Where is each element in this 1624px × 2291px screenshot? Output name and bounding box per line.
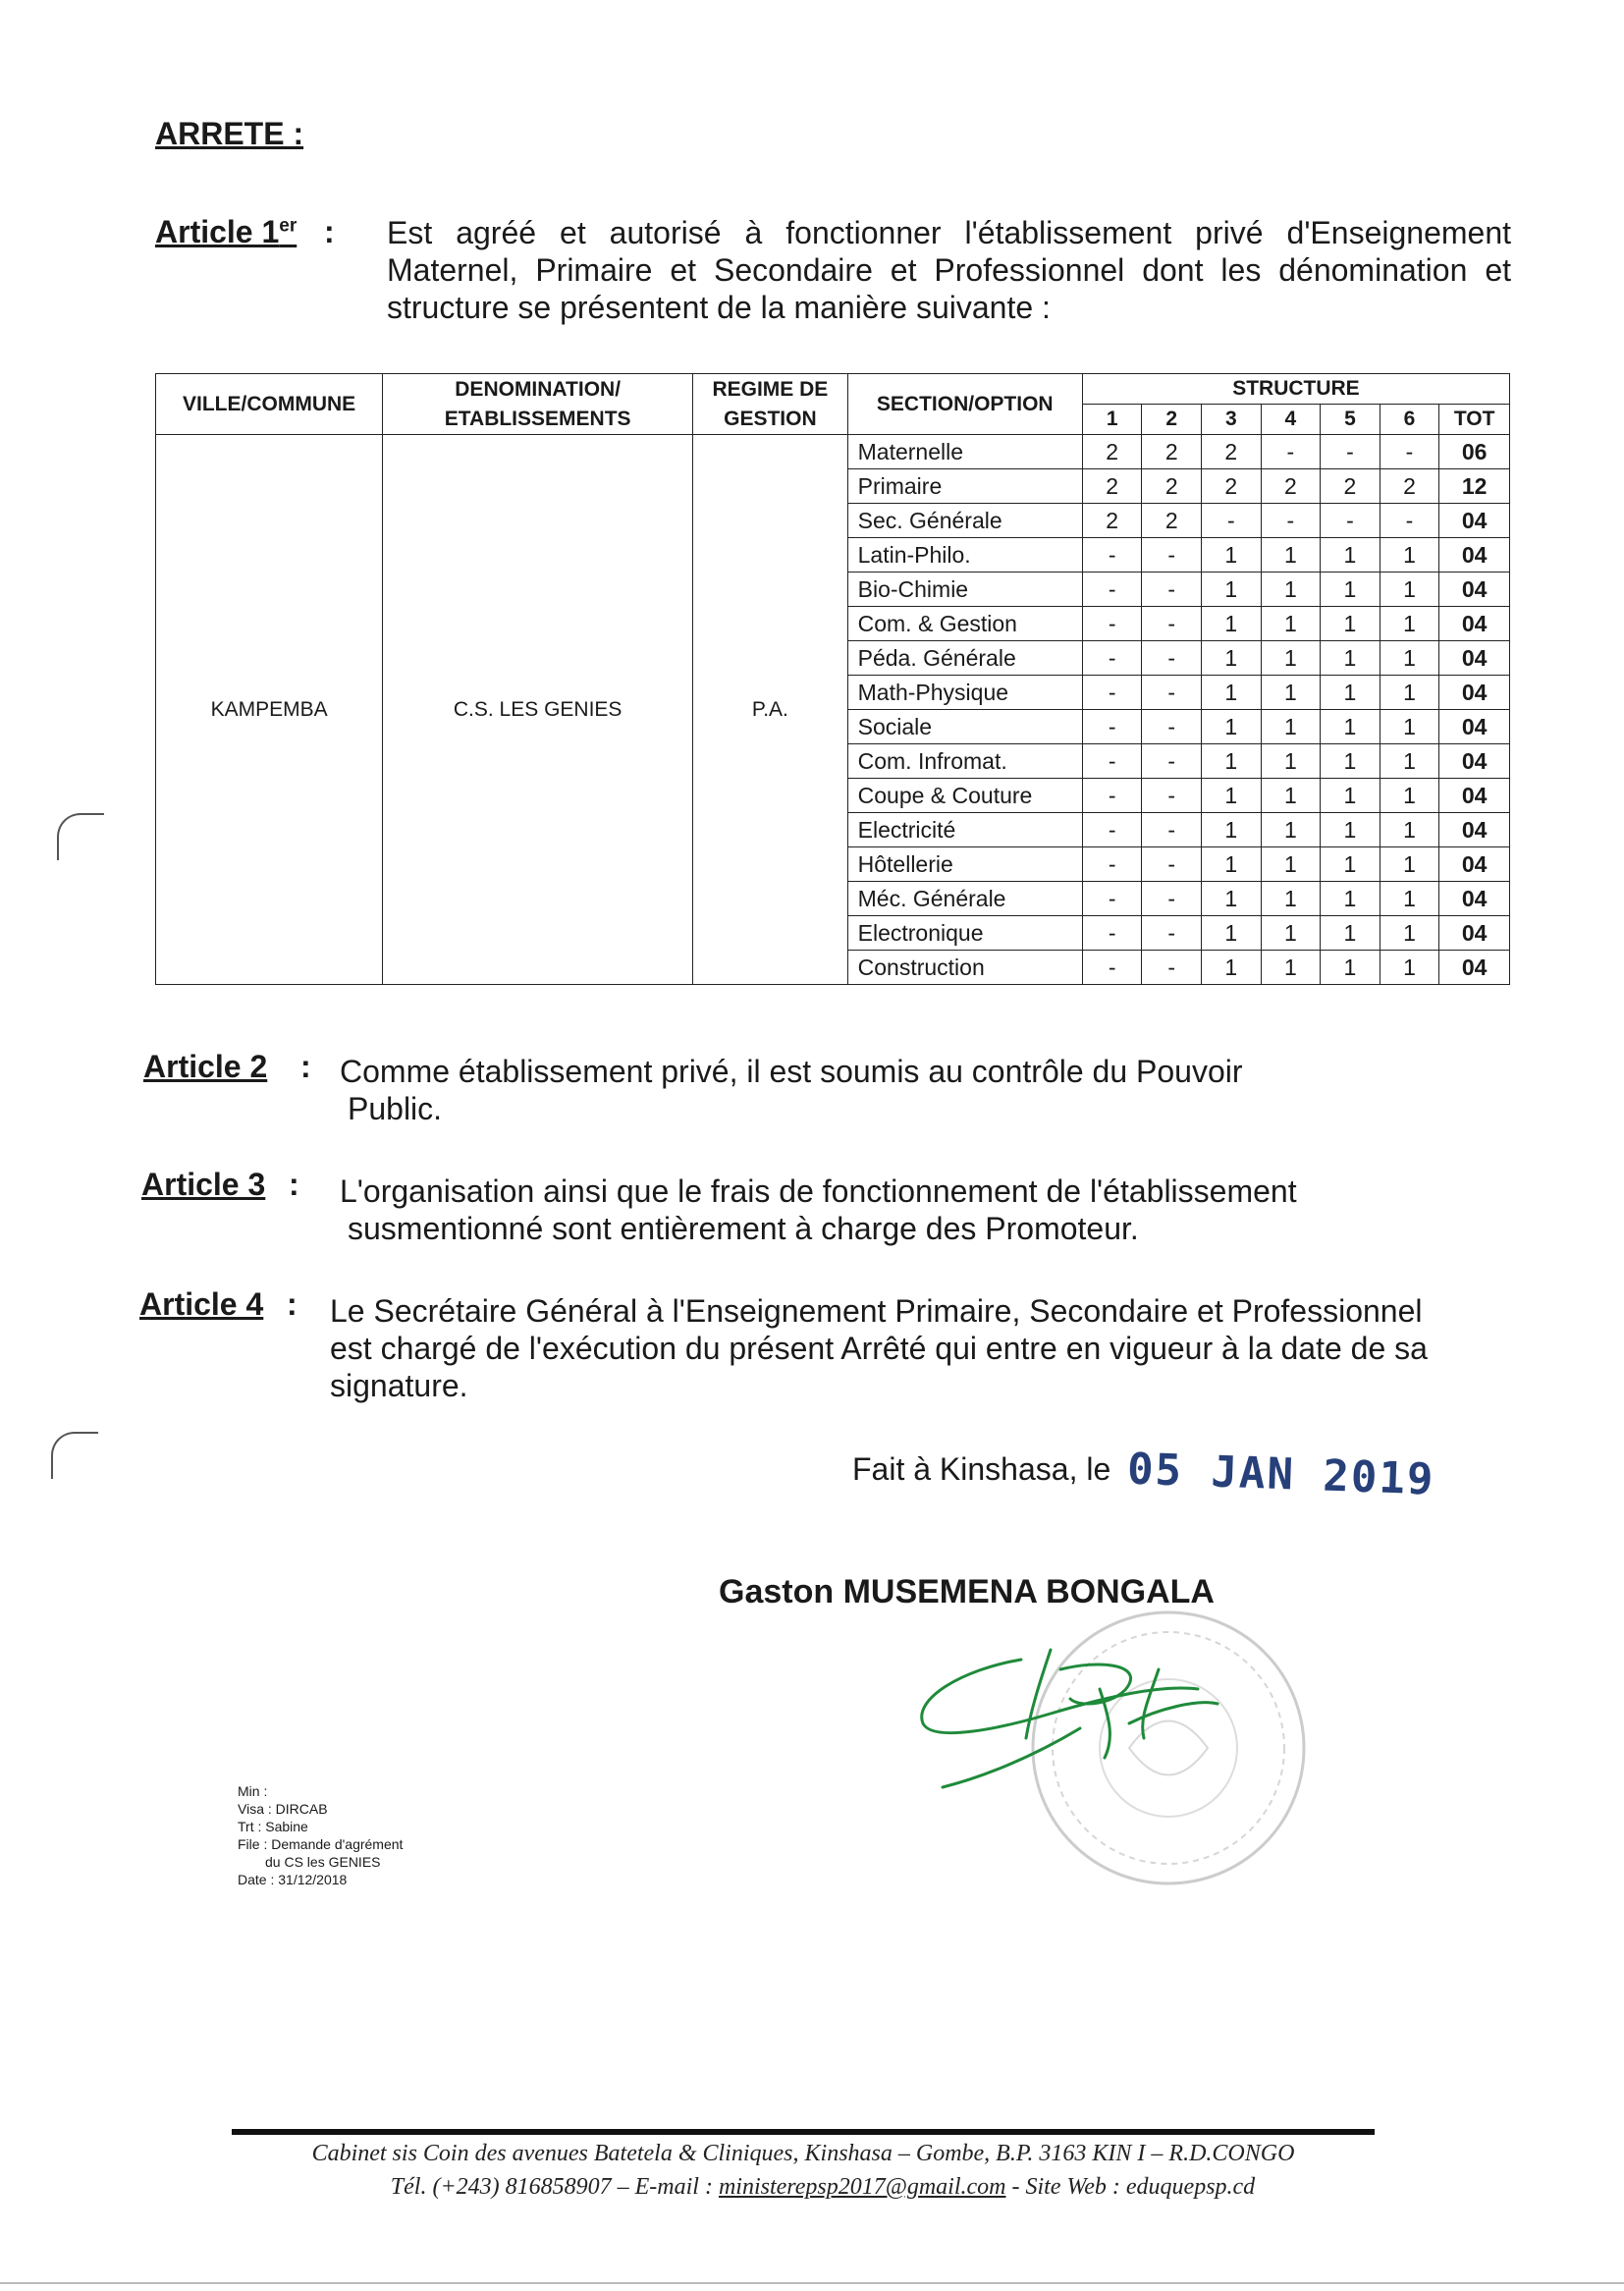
cell-year-5: 1 (1321, 882, 1380, 916)
footer-email-link[interactable]: ministerepsp2017@gmail.com (718, 2174, 1006, 2200)
cell-year-2: - (1142, 641, 1202, 676)
cell-year-2: - (1142, 710, 1202, 744)
cell-year-4: 1 (1261, 744, 1321, 779)
cell-year-4: 2 (1261, 469, 1321, 504)
cell-year-6: 1 (1380, 538, 1439, 573)
cell-total: 04 (1439, 676, 1510, 710)
cell-year-3: 1 (1202, 641, 1262, 676)
cell-total: 04 (1439, 538, 1510, 573)
cell-year-2: - (1142, 744, 1202, 779)
cell-year-2: - (1142, 813, 1202, 847)
article-1-text (387, 214, 1511, 326)
cell-year-5: - (1321, 504, 1380, 538)
cell-total: 04 (1439, 951, 1510, 985)
cell-section: Latin-Philo. (847, 538, 1082, 573)
cell-year-3: 1 (1202, 710, 1262, 744)
header-denomination (383, 374, 693, 435)
cell-year-3: 1 (1202, 538, 1262, 573)
cell-year-3: 1 (1202, 916, 1262, 951)
cell-year-2: 2 (1142, 435, 1202, 469)
cell-year-4: 1 (1261, 779, 1321, 813)
article-3-colon: : (289, 1167, 299, 1202)
ref-file-cont: du CS les GENIES (265, 1854, 381, 1870)
cell-year-4: 1 (1261, 916, 1321, 951)
article-3-text (340, 1173, 1420, 1247)
cell-year-4: - (1261, 435, 1321, 469)
cell-section: Coupe & Couture (847, 779, 1082, 813)
structure-table-body (156, 435, 1510, 985)
scan-bottom-edge (0, 2282, 1624, 2284)
cell-year-4: 1 (1261, 641, 1321, 676)
cell-year-2: - (1142, 538, 1202, 573)
cell-section: Sociale (847, 710, 1082, 744)
margin-mark-bottom (51, 1432, 98, 1479)
cell-year-3: 1 (1202, 882, 1262, 916)
cell-year-4: 1 (1261, 951, 1321, 985)
cell-year-5: 1 (1321, 676, 1380, 710)
article-1-label (155, 214, 297, 250)
cell-section: Com. Infromat. (847, 744, 1082, 779)
cell-year-1: 2 (1082, 435, 1142, 469)
cell-year-1: - (1082, 607, 1142, 641)
article-4-text (330, 1292, 1508, 1404)
cell-year-1: 2 (1082, 504, 1142, 538)
cell-year-2: - (1142, 847, 1202, 882)
cell-year-6: 1 (1380, 641, 1439, 676)
cell-year-3: 2 (1202, 469, 1262, 504)
cell-total: 04 (1439, 779, 1510, 813)
cell-year-6: 1 (1380, 882, 1439, 916)
article-3-line: L'organisation ainsi que le frais de fonctionnement de l'établissement (340, 1173, 1297, 1209)
cell-year-1: - (1082, 779, 1142, 813)
cell-total: 04 (1439, 916, 1510, 951)
cell-year-4: 1 (1261, 710, 1321, 744)
header-col-6: 6 (1380, 405, 1439, 435)
ref-date: Date : 31/12/2018 (238, 1872, 348, 1887)
cell-section: Maternelle (847, 435, 1082, 469)
cell-year-4: 1 (1261, 607, 1321, 641)
cell-year-3: 1 (1202, 951, 1262, 985)
ref-min: Min : (238, 1783, 268, 1799)
cell-year-4: - (1261, 504, 1321, 538)
cell-year-6: 1 (1380, 676, 1439, 710)
header-structure: STRUCTURE (1082, 374, 1509, 405)
cell-section: Electronique (847, 916, 1082, 951)
cell-total: 04 (1439, 813, 1510, 847)
article-3-line: susmentionné sont entièrement à charge des Promoteur. (348, 1211, 1139, 1246)
header-col-1: 1 (1082, 405, 1142, 435)
cell-year-1: - (1082, 641, 1142, 676)
cell-year-6: 1 (1380, 916, 1439, 951)
article-2-text (340, 1053, 1322, 1127)
cell-total: 04 (1439, 641, 1510, 676)
cell-year-6: 1 (1380, 573, 1439, 607)
header-denomination-line: DENOMINATION/ (455, 377, 622, 401)
cell-year-5: 1 (1321, 641, 1380, 676)
header-ville: VILLE/COMMUNE (156, 374, 383, 435)
header-regime (693, 374, 847, 435)
header-denomination-line: ETABLISSEMENTS (444, 407, 631, 430)
cell-year-6: 1 (1380, 847, 1439, 882)
cell-total: 06 (1439, 435, 1510, 469)
cell-year-6: - (1380, 504, 1439, 538)
cell-year-1: - (1082, 573, 1142, 607)
cell-total: 04 (1439, 847, 1510, 882)
cell-year-3: 1 (1202, 744, 1262, 779)
cell-year-6: 1 (1380, 813, 1439, 847)
article-4-label: Article 4 (139, 1286, 264, 1322)
cell-section: Sec. Générale (847, 504, 1082, 538)
internal-references (238, 1782, 403, 1888)
article-2-colon: : (300, 1049, 311, 1084)
cell-year-3: 1 (1202, 813, 1262, 847)
cell-section: Méc. Générale (847, 882, 1082, 916)
cell-year-5: - (1321, 435, 1380, 469)
footer (232, 2137, 1375, 2204)
cell-year-4: 1 (1261, 573, 1321, 607)
ref-trt: Trt : Sabine (238, 1819, 308, 1834)
header-col-tot: TOT (1439, 405, 1510, 435)
footer-contact (232, 2170, 1375, 2204)
cell-year-1: - (1082, 710, 1142, 744)
cell-year-2: - (1142, 607, 1202, 641)
cell-year-2: 2 (1142, 469, 1202, 504)
cell-year-5: 1 (1321, 744, 1380, 779)
cell-year-3: 2 (1202, 435, 1262, 469)
cell-year-5: 1 (1321, 847, 1380, 882)
cell-section: Electricité (847, 813, 1082, 847)
footer-rule (232, 2129, 1375, 2135)
cell-section: Math-Physique (847, 676, 1082, 710)
cell-year-2: - (1142, 916, 1202, 951)
cell-year-1: - (1082, 951, 1142, 985)
cell-year-3: 1 (1202, 847, 1262, 882)
cell-year-6: - (1380, 435, 1439, 469)
cell-year-1: - (1082, 882, 1142, 916)
signer-name: Gaston MUSEMENA BONGALA (719, 1573, 1215, 1610)
cell-year-5: 1 (1321, 813, 1380, 847)
cell-year-6: 1 (1380, 710, 1439, 744)
cell-year-5: 1 (1321, 916, 1380, 951)
place-line: Fait à Kinshasa, le (852, 1451, 1111, 1487)
handwritten-signature (903, 1630, 1257, 1797)
cell-regime: P.A. (693, 435, 847, 985)
cell-ville: KAMPEMBA (156, 435, 383, 985)
header-col-2: 2 (1142, 405, 1202, 435)
cell-total: 04 (1439, 882, 1510, 916)
cell-year-5: 1 (1321, 538, 1380, 573)
cell-section: Hôtellerie (847, 847, 1082, 882)
cell-year-2: - (1142, 573, 1202, 607)
article-2-line: Comme établissement privé, il est soumis au contrôle du Pouvoir (340, 1054, 1243, 1089)
cell-year-6: 1 (1380, 744, 1439, 779)
cell-total: 04 (1439, 744, 1510, 779)
ref-visa: Visa : DIRCAB (238, 1801, 328, 1817)
date-stamp: 05 JAN 2019 (1126, 1444, 1436, 1505)
cell-year-6: 1 (1380, 607, 1439, 641)
article-3-label: Article 3 (141, 1167, 266, 1202)
cell-year-1: - (1082, 813, 1142, 847)
header-regime-line: GESTION (724, 407, 817, 430)
article-4-line: est chargé de l'exécution du présent Arrêté qui entre en vigueur à la date de sa (330, 1331, 1428, 1366)
article-1-colon: : (324, 214, 335, 249)
cell-year-1: - (1082, 847, 1142, 882)
cell-year-1: 2 (1082, 469, 1142, 504)
article-1-line: Est agréé et autorisé à fonctionner l'établissement privé d'Enseignement (387, 215, 1511, 250)
cell-year-6: 1 (1380, 951, 1439, 985)
cell-year-3: 1 (1202, 607, 1262, 641)
cell-section: Construction (847, 951, 1082, 985)
header-col-3: 3 (1202, 405, 1262, 435)
article-1-superscript: er (279, 215, 298, 237)
cell-year-4: 1 (1261, 676, 1321, 710)
footer-address: Cabinet sis Coin des avenues Batetela & Cliniques, Kinshasa – Gombe, B.P. 3163 KIN I – R.D.CONGO (311, 2141, 1295, 2166)
header-section: SECTION/OPTION (847, 374, 1082, 435)
cell-year-3: - (1202, 504, 1262, 538)
cell-year-5: 1 (1321, 951, 1380, 985)
cell-year-5: 2 (1321, 469, 1380, 504)
cell-section: Péda. Générale (847, 641, 1082, 676)
article-4-colon: : (287, 1286, 298, 1322)
cell-year-5: 1 (1321, 779, 1380, 813)
cell-year-4: 1 (1261, 813, 1321, 847)
margin-mark-top (57, 813, 104, 860)
structure-table (155, 373, 1510, 985)
cell-year-5: 1 (1321, 573, 1380, 607)
decree-heading: ARRETE : (155, 116, 304, 151)
cell-year-4: 1 (1261, 847, 1321, 882)
cell-year-2: - (1142, 676, 1202, 710)
cell-year-1: - (1082, 676, 1142, 710)
article-4-line: Le Secrétaire Général à l'Enseignement Primaire, Secondaire et Professionnel (330, 1293, 1423, 1329)
cell-total: 04 (1439, 607, 1510, 641)
article-4-line: signature. (330, 1368, 468, 1403)
cell-total: 04 (1439, 573, 1510, 607)
header-col-5: 5 (1321, 405, 1380, 435)
cell-year-4: 1 (1261, 882, 1321, 916)
table-row (156, 435, 1510, 469)
header-col-4: 4 (1261, 405, 1321, 435)
cell-total: 04 (1439, 504, 1510, 538)
article-1-line: Maternel, Primaire et Secondaire et Professionnel dont les dénomination et (387, 252, 1511, 288)
cell-section: Bio-Chimie (847, 573, 1082, 607)
cell-year-3: 1 (1202, 676, 1262, 710)
cell-year-5: 1 (1321, 607, 1380, 641)
cell-year-1: - (1082, 538, 1142, 573)
cell-year-2: 2 (1142, 504, 1202, 538)
article-1-label-text: Article 1 (155, 214, 280, 249)
cell-year-6: 1 (1380, 779, 1439, 813)
header-regime-line: REGIME DE (712, 377, 829, 401)
cell-year-4: 1 (1261, 538, 1321, 573)
cell-section: Primaire (847, 469, 1082, 504)
cell-total: 04 (1439, 710, 1510, 744)
footer-site: - Site Web : eduquepsp.cd (1011, 2174, 1256, 2200)
ref-file: File : Demande d'agrément (238, 1836, 404, 1852)
article-1-line: structure se présentent de la manière suivante : (387, 290, 1051, 325)
cell-section: Com. & Gestion (847, 607, 1082, 641)
article-2-label: Article 2 (143, 1049, 268, 1084)
cell-year-2: - (1142, 779, 1202, 813)
cell-year-5: 1 (1321, 710, 1380, 744)
cell-year-1: - (1082, 744, 1142, 779)
cell-year-1: - (1082, 916, 1142, 951)
cell-year-3: 1 (1202, 779, 1262, 813)
cell-year-3: 1 (1202, 573, 1262, 607)
cell-year-6: 2 (1380, 469, 1439, 504)
footer-tel: Tél. (+243) 816858907 – E-mail : (390, 2174, 713, 2200)
cell-year-2: - (1142, 882, 1202, 916)
cell-denomination: C.S. LES GENIES (383, 435, 693, 985)
cell-total: 12 (1439, 469, 1510, 504)
article-2-line: Public. (348, 1091, 443, 1126)
cell-year-2: - (1142, 951, 1202, 985)
